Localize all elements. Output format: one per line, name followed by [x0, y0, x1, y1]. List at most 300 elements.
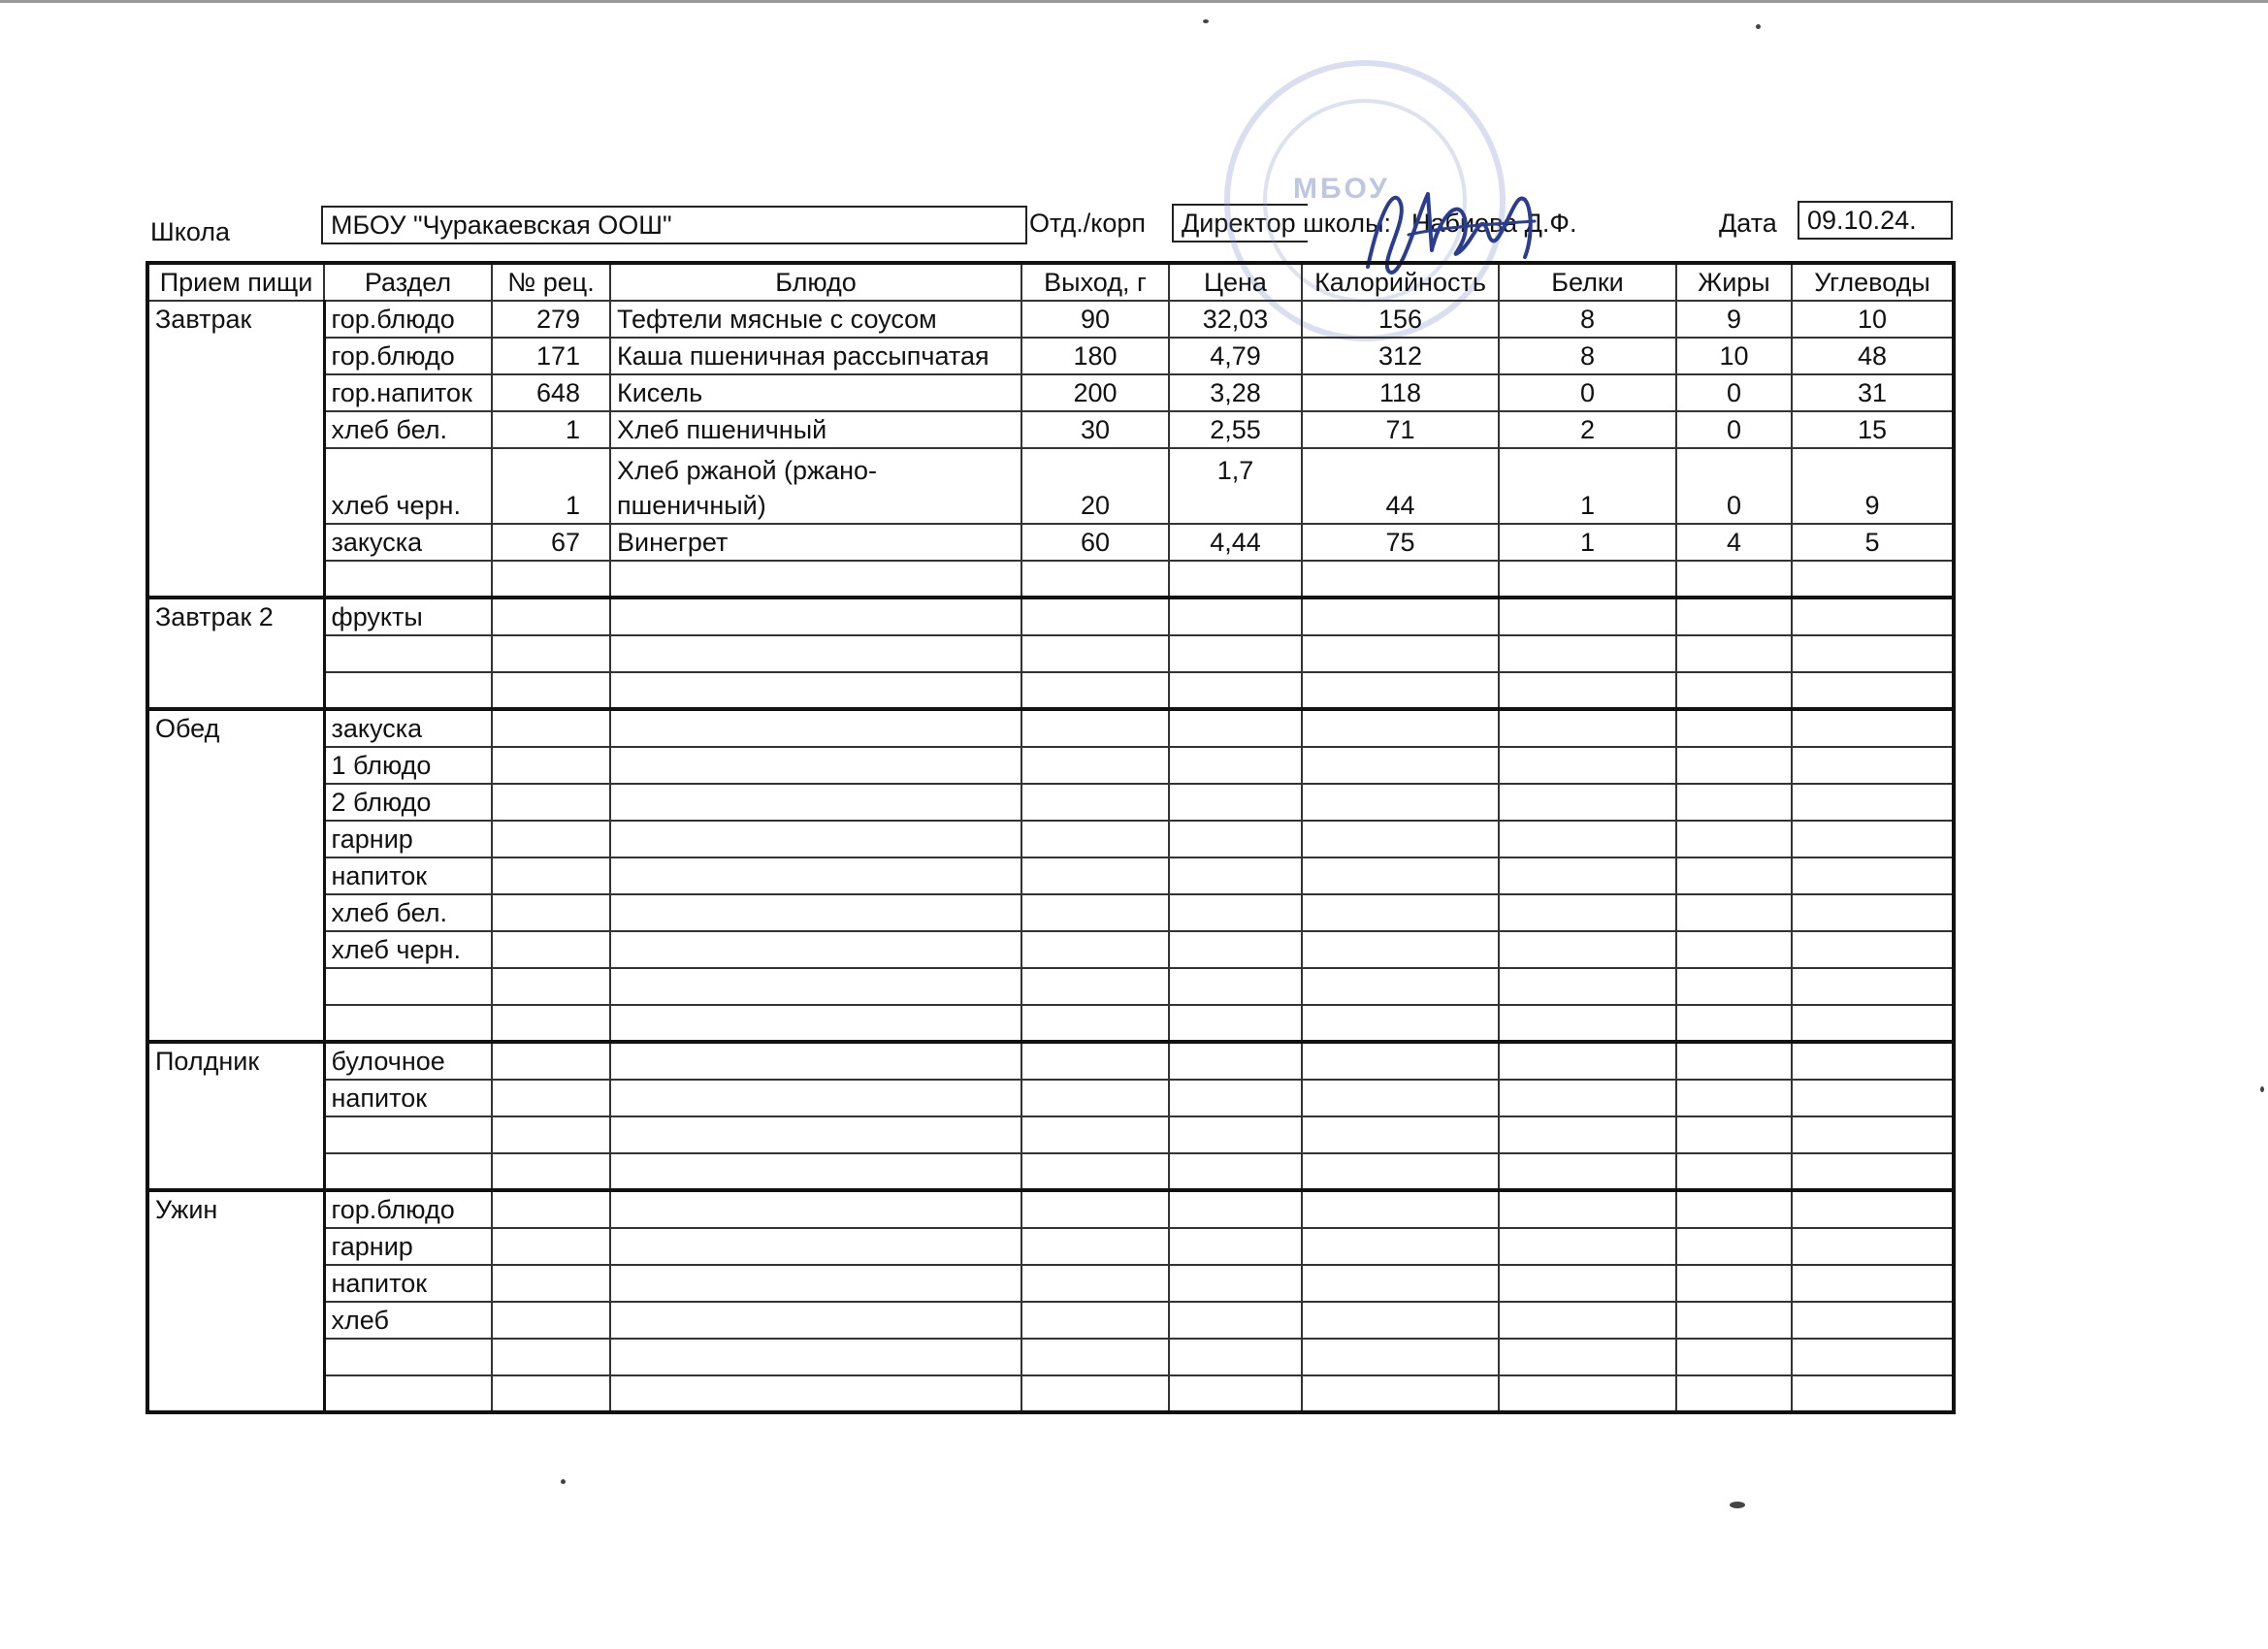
price-cell[interactable]	[1169, 524, 1302, 561]
recipe-no-cell[interactable]	[492, 821, 610, 857]
table-row	[147, 635, 1954, 672]
dish-cell[interactable]	[610, 1153, 1021, 1190]
section-cell[interactable]	[324, 1042, 492, 1080]
recipe-no-cell[interactable]	[492, 1153, 610, 1190]
section-value: булочное	[331, 1047, 445, 1076]
section-cell[interactable]	[324, 635, 492, 672]
col-header-dish: Блюдо	[610, 263, 1021, 301]
calories-cell[interactable]	[1302, 821, 1499, 857]
table-row	[147, 1190, 1954, 1228]
carbs-cell[interactable]	[1792, 1042, 1954, 1080]
section-cell[interactable]	[324, 561, 492, 598]
protein-cell[interactable]	[1499, 1042, 1676, 1080]
protein-cell[interactable]	[1499, 931, 1676, 968]
yield-cell[interactable]	[1021, 1042, 1169, 1080]
fat-cell[interactable]	[1676, 784, 1792, 821]
carbs-cell[interactable]	[1792, 598, 1954, 635]
recipe-no-cell[interactable]	[492, 1042, 610, 1080]
dish-cell[interactable]	[610, 338, 1021, 374]
carbs-cell[interactable]	[1792, 1265, 1954, 1302]
carbs-cell[interactable]	[1792, 1005, 1954, 1042]
yield-cell[interactable]	[1021, 1080, 1169, 1116]
dish-cell[interactable]	[610, 894, 1021, 931]
yield-cell[interactable]	[1021, 784, 1169, 821]
recipe-no-value: 1	[565, 491, 580, 520]
calories-cell[interactable]	[1302, 1228, 1499, 1265]
section-value: гарнир	[331, 1232, 413, 1261]
yield-cell[interactable]	[1021, 747, 1169, 784]
price-cell[interactable]	[1169, 821, 1302, 857]
protein-cell[interactable]	[1499, 857, 1676, 894]
section-cell[interactable]	[324, 338, 492, 374]
calories-cell[interactable]	[1302, 1375, 1499, 1412]
price-cell[interactable]	[1169, 894, 1302, 931]
table-row	[147, 1005, 1954, 1042]
recipe-no-cell[interactable]	[492, 598, 610, 635]
carbs-cell[interactable]	[1792, 709, 1954, 747]
yield-cell[interactable]	[1021, 524, 1169, 561]
fat-cell[interactable]	[1676, 821, 1792, 857]
section-value: фрукты	[331, 602, 423, 631]
fat-cell[interactable]	[1676, 1005, 1792, 1042]
dish-cell[interactable]	[610, 1302, 1021, 1339]
carbs-cell[interactable]	[1792, 1339, 1954, 1375]
dish-cell[interactable]	[610, 448, 1021, 524]
protein-cell[interactable]	[1499, 1190, 1676, 1228]
recipe-no-cell[interactable]	[492, 1302, 610, 1339]
protein-cell[interactable]	[1499, 784, 1676, 821]
carbs-cell[interactable]	[1792, 1080, 1954, 1116]
dish-cell[interactable]	[610, 1042, 1021, 1080]
table-row	[147, 411, 1954, 448]
calories-cell[interactable]	[1302, 1265, 1499, 1302]
recipe-no-cell[interactable]	[492, 747, 610, 784]
carbs-cell[interactable]	[1792, 1153, 1954, 1190]
fat-cell[interactable]	[1676, 1042, 1792, 1080]
recipe-no-cell[interactable]	[492, 968, 610, 1005]
dish-cell[interactable]	[610, 931, 1021, 968]
recipe-no-cell[interactable]	[492, 1190, 610, 1228]
section-cell[interactable]	[324, 894, 492, 931]
calories-cell[interactable]	[1302, 635, 1499, 672]
calories-cell[interactable]	[1302, 709, 1499, 747]
section-cell[interactable]	[324, 1116, 492, 1153]
recipe-no-cell[interactable]	[492, 448, 610, 524]
fat-cell[interactable]	[1676, 1080, 1792, 1116]
recipe-no-cell[interactable]	[492, 931, 610, 968]
protein-cell[interactable]	[1499, 968, 1676, 1005]
calories-cell[interactable]	[1302, 747, 1499, 784]
protein-cell[interactable]	[1499, 561, 1676, 598]
calories-cell[interactable]	[1302, 411, 1499, 448]
calories-cell[interactable]	[1302, 1080, 1499, 1116]
calories-cell[interactable]	[1302, 1005, 1499, 1042]
price-cell[interactable]	[1169, 1116, 1302, 1153]
price-cell[interactable]	[1169, 931, 1302, 968]
price-cell[interactable]	[1169, 1042, 1302, 1080]
section-cell[interactable]	[324, 1302, 492, 1339]
section-cell[interactable]	[324, 524, 492, 561]
recipe-no-cell[interactable]	[492, 1228, 610, 1265]
fat-cell[interactable]	[1676, 635, 1792, 672]
carbs-cell[interactable]	[1792, 411, 1954, 448]
fat-cell[interactable]	[1676, 1375, 1792, 1412]
dish-cell[interactable]	[610, 561, 1021, 598]
dish-cell[interactable]	[610, 374, 1021, 411]
carbs-cell[interactable]	[1792, 672, 1954, 709]
calories-cell[interactable]	[1302, 857, 1499, 894]
carbs-value: 48	[1857, 341, 1888, 371]
protein-value: 8	[1579, 341, 1596, 371]
section-cell[interactable]	[324, 374, 492, 411]
calories-cell[interactable]	[1302, 448, 1499, 524]
price-cell[interactable]	[1169, 1153, 1302, 1190]
price-cell[interactable]	[1169, 1265, 1302, 1302]
yield-cell[interactable]	[1021, 968, 1169, 1005]
price-cell[interactable]	[1169, 1375, 1302, 1412]
price-cell[interactable]	[1169, 1302, 1302, 1339]
section-value: хлеб бел.	[331, 898, 447, 927]
yield-cell[interactable]	[1021, 1339, 1169, 1375]
protein-cell[interactable]	[1499, 1153, 1676, 1190]
yield-value: 30	[1080, 415, 1111, 444]
section-cell[interactable]	[324, 672, 492, 709]
yield-cell[interactable]	[1021, 411, 1169, 448]
price-value: 32,03	[1202, 305, 1269, 334]
school-label: Школа	[150, 217, 231, 246]
price-cell[interactable]	[1169, 1190, 1302, 1228]
recipe-no-cell[interactable]	[492, 301, 610, 338]
dish-cell[interactable]	[610, 1375, 1021, 1412]
section-value: напиток	[331, 861, 428, 890]
recipe-no-cell[interactable]	[492, 561, 610, 598]
dish-cell[interactable]	[610, 1339, 1021, 1375]
protein-cell[interactable]	[1499, 374, 1676, 411]
price-cell[interactable]	[1169, 301, 1302, 338]
section-cell[interactable]	[324, 1265, 492, 1302]
recipe-no-cell[interactable]	[492, 1005, 610, 1042]
carbs-cell[interactable]	[1792, 1116, 1954, 1153]
carbs-cell[interactable]	[1792, 747, 1954, 784]
recipe-no-cell[interactable]	[492, 784, 610, 821]
recipe-no-cell[interactable]	[492, 1080, 610, 1116]
carbs-cell[interactable]	[1792, 821, 1954, 857]
protein-cell[interactable]	[1499, 1116, 1676, 1153]
protein-cell[interactable]	[1499, 747, 1676, 784]
protein-cell[interactable]	[1499, 1005, 1676, 1042]
fat-cell[interactable]	[1676, 1153, 1792, 1190]
fat-cell[interactable]	[1676, 1116, 1792, 1153]
section-cell[interactable]	[324, 301, 492, 338]
calories-cell[interactable]	[1302, 968, 1499, 1005]
section-cell[interactable]	[324, 709, 492, 747]
protein-cell[interactable]	[1499, 635, 1676, 672]
yield-cell[interactable]	[1021, 1265, 1169, 1302]
price-cell[interactable]	[1169, 411, 1302, 448]
recipe-no-cell[interactable]	[492, 857, 610, 894]
carbs-cell[interactable]	[1792, 524, 1954, 561]
table-row	[147, 524, 1954, 561]
section-cell[interactable]	[324, 1190, 492, 1228]
recipe-no-cell[interactable]	[492, 524, 610, 561]
yield-cell[interactable]	[1021, 1116, 1169, 1153]
fat-cell[interactable]	[1676, 301, 1792, 338]
table-row	[147, 894, 1954, 931]
price-cell[interactable]	[1169, 784, 1302, 821]
school-name-field[interactable]: МБОУ "Чуракаевская ООШ"	[321, 206, 1027, 244]
section-value: 1 блюдо	[331, 751, 432, 780]
protein-cell[interactable]	[1499, 1302, 1676, 1339]
section-cell[interactable]	[324, 411, 492, 448]
section-cell[interactable]	[324, 857, 492, 894]
section-cell[interactable]	[324, 1339, 492, 1375]
col-header-yield: Выход, г	[1021, 263, 1169, 301]
dish-value: Тефтели мясные с соусом	[617, 305, 937, 334]
yield-cell[interactable]	[1021, 561, 1169, 598]
recipe-no-cell[interactable]	[492, 411, 610, 448]
yield-cell[interactable]	[1021, 448, 1169, 524]
fat-cell[interactable]	[1676, 931, 1792, 968]
section-cell[interactable]	[324, 747, 492, 784]
price-cell[interactable]	[1169, 635, 1302, 672]
fat-cell[interactable]	[1676, 561, 1792, 598]
dish-cell[interactable]	[610, 635, 1021, 672]
dish-cell[interactable]	[610, 709, 1021, 747]
yield-cell[interactable]	[1021, 1190, 1169, 1228]
fat-cell[interactable]	[1676, 747, 1792, 784]
fat-cell[interactable]	[1676, 968, 1792, 1005]
calories-cell[interactable]	[1302, 561, 1499, 598]
yield-cell[interactable]	[1021, 1228, 1169, 1265]
yield-cell[interactable]	[1021, 821, 1169, 857]
carbs-cell[interactable]	[1792, 1190, 1954, 1228]
section-cell[interactable]	[324, 1005, 492, 1042]
carbs-cell[interactable]	[1792, 338, 1954, 374]
yield-cell[interactable]	[1021, 301, 1169, 338]
protein-cell[interactable]	[1499, 1265, 1676, 1302]
table-row	[147, 338, 1954, 374]
fat-cell[interactable]	[1676, 411, 1792, 448]
section-cell[interactable]	[324, 1375, 492, 1412]
recipe-no-cell[interactable]	[492, 338, 610, 374]
protein-cell[interactable]	[1499, 448, 1676, 524]
price-cell[interactable]	[1169, 561, 1302, 598]
recipe-no-value: 648	[535, 378, 580, 407]
section-cell[interactable]	[324, 448, 492, 524]
recipe-no-cell[interactable]	[492, 672, 610, 709]
calories-cell[interactable]	[1302, 301, 1499, 338]
fat-cell[interactable]	[1676, 894, 1792, 931]
dish-cell[interactable]	[610, 411, 1021, 448]
scan-page-edge	[0, 0, 2268, 3]
yield-cell[interactable]	[1021, 1005, 1169, 1042]
yield-cell[interactable]	[1021, 857, 1169, 894]
price-cell[interactable]	[1169, 968, 1302, 1005]
section-cell[interactable]	[324, 1080, 492, 1116]
protein-cell[interactable]	[1499, 1375, 1676, 1412]
section-cell[interactable]	[324, 1153, 492, 1190]
price-cell[interactable]	[1169, 709, 1302, 747]
dish-cell[interactable]	[610, 747, 1021, 784]
yield-cell[interactable]	[1021, 635, 1169, 672]
col-header-section: Раздел	[324, 263, 492, 301]
price-cell[interactable]	[1169, 1080, 1302, 1116]
section-cell[interactable]	[324, 784, 492, 821]
protein-cell[interactable]	[1499, 301, 1676, 338]
protein-cell[interactable]	[1499, 1339, 1676, 1375]
table-row	[147, 709, 1954, 747]
calories-value: 75	[1385, 528, 1415, 557]
fat-cell[interactable]	[1676, 1265, 1792, 1302]
fat-value: 9	[1726, 305, 1742, 334]
recipe-no-cell[interactable]	[492, 1339, 610, 1375]
fat-cell[interactable]	[1676, 524, 1792, 561]
fat-cell[interactable]	[1676, 1302, 1792, 1339]
dish-cell[interactable]	[610, 1005, 1021, 1042]
section-value: хлеб	[331, 1306, 389, 1335]
dish-cell[interactable]	[610, 524, 1021, 561]
protein-cell[interactable]	[1499, 411, 1676, 448]
protein-value: 2	[1579, 415, 1596, 444]
date-field[interactable]: 09.10.24.	[1798, 201, 1953, 240]
price-cell[interactable]	[1169, 598, 1302, 635]
protein-cell[interactable]	[1499, 709, 1676, 747]
yield-value: 60	[1080, 528, 1111, 557]
dish-cell[interactable]	[610, 784, 1021, 821]
fat-cell[interactable]	[1676, 1228, 1792, 1265]
price-cell[interactable]	[1169, 747, 1302, 784]
yield-cell[interactable]	[1021, 931, 1169, 968]
dish-value: Каша пшеничная рассыпчатая	[617, 341, 989, 371]
protein-cell[interactable]	[1499, 672, 1676, 709]
recipe-no-cell[interactable]	[492, 1375, 610, 1412]
dish-cell[interactable]	[610, 301, 1021, 338]
calories-cell[interactable]	[1302, 1302, 1499, 1339]
dish-cell[interactable]	[610, 598, 1021, 635]
price-value: 3,28	[1210, 378, 1261, 407]
calories-cell[interactable]	[1302, 1042, 1499, 1080]
yield-cell[interactable]	[1021, 1153, 1169, 1190]
dish-cell[interactable]	[610, 1080, 1021, 1116]
price-cell[interactable]	[1169, 374, 1302, 411]
dish-cell[interactable]	[610, 1116, 1021, 1153]
dish-cell[interactable]	[610, 1190, 1021, 1228]
recipe-no-cell[interactable]	[492, 635, 610, 672]
dish-cell[interactable]	[610, 821, 1021, 857]
recipe-no-cell[interactable]	[492, 709, 610, 747]
carbs-cell[interactable]	[1792, 301, 1954, 338]
price-cell[interactable]	[1169, 857, 1302, 894]
protein-cell[interactable]	[1499, 821, 1676, 857]
carbs-cell[interactable]	[1792, 931, 1954, 968]
carbs-cell[interactable]	[1792, 448, 1954, 524]
price-cell[interactable]	[1169, 448, 1302, 524]
dish-cell[interactable]	[610, 857, 1021, 894]
carbs-cell[interactable]	[1792, 635, 1954, 672]
section-value: гор.блюдо	[331, 305, 455, 334]
calories-cell[interactable]	[1302, 784, 1499, 821]
fat-cell[interactable]	[1676, 1190, 1792, 1228]
recipe-no-cell[interactable]	[492, 374, 610, 411]
calories-cell[interactable]	[1302, 894, 1499, 931]
yield-cell[interactable]	[1021, 598, 1169, 635]
calories-value: 44	[1385, 491, 1415, 520]
protein-cell[interactable]	[1499, 894, 1676, 931]
fat-cell[interactable]	[1676, 448, 1792, 524]
price-cell[interactable]	[1169, 1339, 1302, 1375]
section-cell[interactable]	[324, 1228, 492, 1265]
price-cell[interactable]	[1169, 672, 1302, 709]
calories-cell[interactable]	[1302, 1339, 1499, 1375]
carbs-cell[interactable]	[1792, 1375, 1954, 1412]
carbs-cell[interactable]	[1792, 857, 1954, 894]
calories-cell[interactable]	[1302, 1116, 1499, 1153]
yield-cell[interactable]	[1021, 374, 1169, 411]
yield-cell[interactable]	[1021, 709, 1169, 747]
col-header-protein: Белки	[1499, 263, 1676, 301]
calories-cell[interactable]	[1302, 598, 1499, 635]
fat-cell[interactable]	[1676, 338, 1792, 374]
table-row	[147, 968, 1954, 1005]
section-cell[interactable]	[324, 821, 492, 857]
protein-cell[interactable]	[1499, 1228, 1676, 1265]
yield-cell[interactable]	[1021, 338, 1169, 374]
price-cell[interactable]	[1169, 338, 1302, 374]
carbs-cell[interactable]	[1792, 894, 1954, 931]
price-cell[interactable]	[1169, 1005, 1302, 1042]
carbs-cell[interactable]	[1792, 1302, 1954, 1339]
section-cell[interactable]	[324, 931, 492, 968]
dish-cell[interactable]	[610, 1265, 1021, 1302]
carbs-cell[interactable]	[1792, 1228, 1954, 1265]
fat-cell[interactable]	[1676, 1339, 1792, 1375]
dish-cell[interactable]	[610, 1228, 1021, 1265]
protein-cell[interactable]	[1499, 1080, 1676, 1116]
calories-cell[interactable]	[1302, 931, 1499, 968]
section-cell[interactable]	[324, 598, 492, 635]
calories-cell[interactable]	[1302, 1153, 1499, 1190]
fat-cell[interactable]	[1676, 374, 1792, 411]
carbs-cell[interactable]	[1792, 784, 1954, 821]
recipe-no-cell[interactable]	[492, 1265, 610, 1302]
carbs-cell[interactable]	[1792, 561, 1954, 598]
carbs-cell[interactable]	[1792, 374, 1954, 411]
section-cell[interactable]	[324, 968, 492, 1005]
calories-cell[interactable]	[1302, 672, 1499, 709]
yield-cell[interactable]	[1021, 1375, 1169, 1412]
calories-cell[interactable]	[1302, 524, 1499, 561]
price-cell[interactable]	[1169, 1228, 1302, 1265]
dish-cell[interactable]	[610, 672, 1021, 709]
fat-cell[interactable]	[1676, 598, 1792, 635]
protein-cell[interactable]	[1499, 598, 1676, 635]
calories-cell[interactable]	[1302, 374, 1499, 411]
calories-cell[interactable]	[1302, 338, 1499, 374]
fat-cell[interactable]	[1676, 857, 1792, 894]
recipe-no-cell[interactable]	[492, 894, 610, 931]
fat-cell[interactable]	[1676, 709, 1792, 747]
dish-cell[interactable]	[610, 968, 1021, 1005]
calories-cell[interactable]	[1302, 1190, 1499, 1228]
protein-cell[interactable]	[1499, 338, 1676, 374]
yield-cell[interactable]	[1021, 672, 1169, 709]
recipe-no-cell[interactable]	[492, 1116, 610, 1153]
carbs-cell[interactable]	[1792, 968, 1954, 1005]
protein-cell[interactable]	[1499, 524, 1676, 561]
fat-cell[interactable]	[1676, 672, 1792, 709]
yield-cell[interactable]	[1021, 1302, 1169, 1339]
yield-cell[interactable]	[1021, 894, 1169, 931]
